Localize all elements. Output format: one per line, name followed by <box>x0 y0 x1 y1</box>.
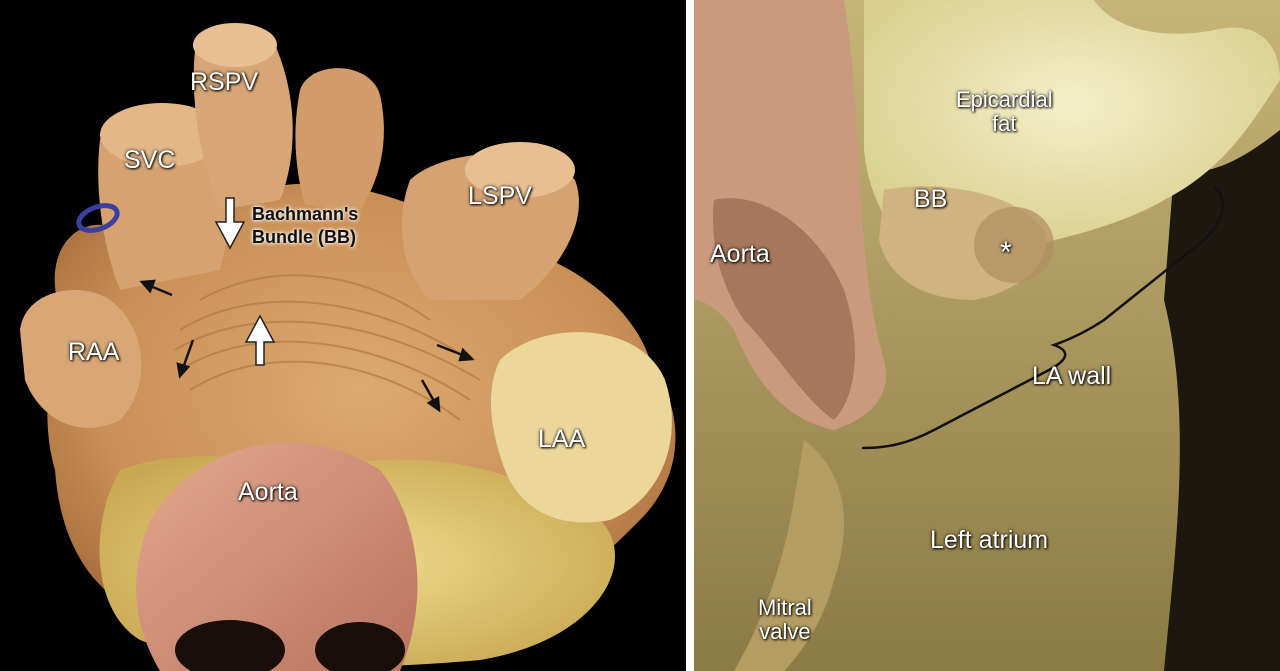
epicardial-fat-line1: Epicardial <box>956 87 1053 112</box>
lspv-label: LSPV <box>468 182 532 210</box>
laa-label: LAA <box>538 425 586 453</box>
mitral-valve-line1: Mitral <box>758 595 812 620</box>
bachmanns-bundle-line1: Bachmann's <box>252 204 359 224</box>
bachmanns-bundle-line2: Bundle (BB) <box>252 227 356 247</box>
la-wall-label: LA wall <box>1032 362 1112 390</box>
asterisk-marker: * <box>1000 236 1012 269</box>
raa-label: RAA <box>68 338 120 366</box>
aorta-label-right: Aorta <box>710 240 770 268</box>
bachmanns-bundle-label <box>252 203 358 249</box>
aorta-label-left: Aorta <box>238 478 298 506</box>
mitral-valve-line2: valve <box>759 619 811 644</box>
epicardial-fat-line2: fat <box>992 111 1017 136</box>
left-atrium-label: Left atrium <box>930 526 1049 554</box>
epicardial-fat-label <box>956 88 1053 136</box>
right-photo-panel <box>694 0 1280 671</box>
svc-label: SVC <box>124 146 176 174</box>
panel-divider <box>686 0 694 671</box>
rspv-label: RSPV <box>190 68 259 96</box>
bb-label: BB <box>914 185 948 213</box>
mitral-valve-label <box>758 596 812 644</box>
